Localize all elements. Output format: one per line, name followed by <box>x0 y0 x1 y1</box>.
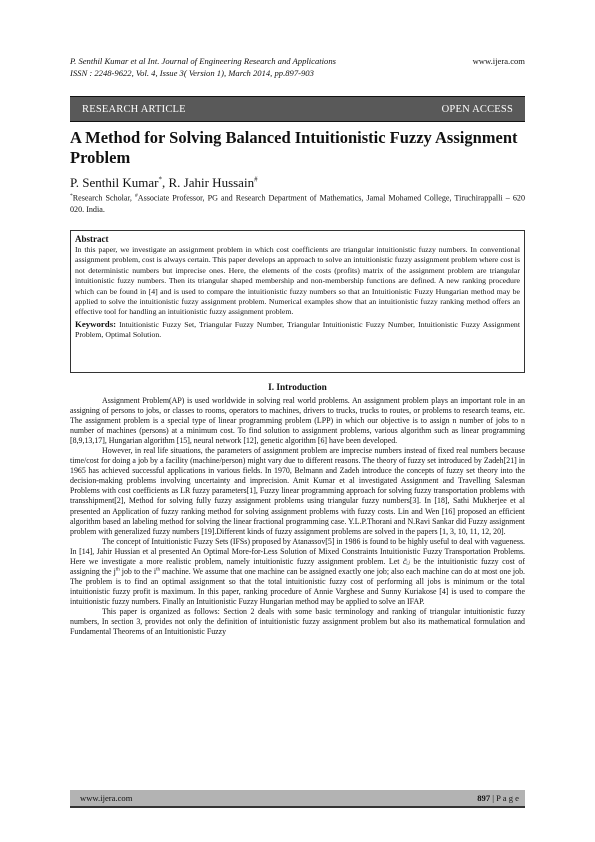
affiliation-text: Associate Professor, PG and Research Department of Mathematics, Jamal Mohamed College, Tiruchirappalli – 620 020. India. <box>70 193 525 214</box>
introduction-body <box>70 396 525 637</box>
affiliation-mark: * <box>70 193 73 199</box>
paragraph-text: The concept of Intuitionistic Fuzzy Sets (IFSs) proposed by Atanassov[5] in 1986 is found to be highly useful to deal with vagueness. In [14], Jahir Hussian et al presented An Optimal More-for-Less Solution of Mixed Constraints Intuitionistic Fuzzy Transportation Problems. Here we investigate a more realistic problem, namely intuitionistic fuzzy assignment problem. Let <box>70 536 525 566</box>
research-article-label: RESEARCH ARTICLE <box>82 103 186 115</box>
paragraph-text: be the intuitionistic fuzzy cost of assigning the j <box>70 556 525 576</box>
affiliation <box>70 191 525 215</box>
paper-title: A Method for Solving Balanced Intuitionistic Fuzzy Assignment Problem <box>70 128 518 167</box>
paragraph: However, in real life situations, the parameters of assignment problem are imprecise numbers instead of fixed real numbers because time/cost for doing a job by a facility (machine/person) might vary due to different reasons. The theory of fuzzy set introduced by Zadeh[21] in 1965 has achieved successful applications in various fields. In 1970, Belmann and Zadeh introduce the concepts of fuzzy set theory into the decision-making problems involving uncertainty and imprecision. Amit Kumar et al investigated Assignment and Travelling Salesman Problems with cost coefficients as LR fuzzy parameters[1], Fuzzy linear programming approach for solving fuzzy transportation problems with transshipment[2], Method for solving fully fuzzy assignment problems using triangular fuzzy numbers[3]. In [18], Sathi Mukherjee et al presented an Application of fuzzy ranking method for solving assignment problems with fuzzy costs. Lin and Wen [16] proposed an efficient algorithm based an labeling method for solving the linear fractional programming case. Y.L.P.Thorani and N.Ravi Sankar did Fuzzy assignment problem with generalized fuzzy numbers [19].Different kinds of fuzzy assignment problems are solved in the papers [1, 3, 10, 11, 12, 20]. <box>70 446 525 536</box>
journal-url[interactable]: www.ijera.com <box>472 56 525 66</box>
open-access-label: OPEN ACCESS <box>441 103 513 115</box>
cost-symbol: c̃ᵢⱼ <box>402 556 410 566</box>
affiliation-mark: # <box>134 193 138 199</box>
keywords <box>75 319 520 341</box>
author-name: R. Jahir Hussain <box>168 175 255 190</box>
paragraph <box>70 537 525 607</box>
keywords-text: Intuitionistic Fuzzy Set, Triangular Fuzzy Number, Triangular Intuitionistic Fuzzy Number, Intuitionistic Fuzzy Assignment Problem, Optimal Solution. <box>75 319 520 340</box>
footer-url[interactable]: www.ijera.com <box>80 793 133 803</box>
page-footer <box>70 790 525 808</box>
journal-citation: P. Senthil Kumar et al Int. Journal of Engineering Research and Applications <box>70 56 336 66</box>
author-list <box>70 175 525 191</box>
paragraph-text: machine. We assume that one machine can be assigned exactly one job; also each machine can do at most one job. The problem is to find an optimal assignment so that the total intuitionistic fuzzy cost of performing all jobs is minimum or the total intuitionistic fuzzy profit is maximum. In this paper, ranking procedure of Annie Varghese and Sunny Kuriakose [4] is used to compare the intuitionistic fuzzy numbers. Finally an Intuitionistic Fuzzy Hungarian method may be applied to solve an IFAP. <box>70 566 525 606</box>
journal-issn: ISSN : 2248-9622, Vol. 4, Issue 3( Version 1), March 2014, pp.897-903 <box>70 68 314 78</box>
page-number <box>477 793 519 803</box>
author-name: P. Senthil Kumar <box>70 175 159 190</box>
abstract-text: In this paper, we investigate an assignment problem in which cost coefficients are triangular intuitionistic fuzzy numbers. In conventional assignment problem, cost is always certain. This paper develops an approach to solve an intuitionistic fuzzy assignment problem where cost is not deterministic numbers but imprecise ones. Here, the elements of the costs (profits) matrix of the assignment problem are triangular intuitionistic fuzzy numbers. Then its triangular shaped membership and non-membership functions are defined. A new ranking procedure which can be found in [4] and is used to compare the intuitionistic fuzzy numbers so that an Intuitionistic Fuzzy Hungarian method may be applied to solve the intuitionistic fuzzy assignment problem. Numerical examples show that an intuitionistic fuzzy ranking method offers an effective tool for handling an intuitionistic fuzzy assignment problem. <box>75 245 520 317</box>
abstract-box <box>70 230 525 373</box>
ordinal-suffix: th <box>156 567 160 573</box>
ordinal-suffix: th <box>115 567 120 573</box>
article-type-banner <box>70 96 525 122</box>
author-mark: # <box>254 175 258 184</box>
section-heading: I. Introduction <box>268 383 327 393</box>
abstract-heading: Abstract <box>75 234 109 244</box>
paragraph: This paper is organized as follows: Section 2 deals with some basic terminology and ranking of triangular intuitionistic fuzzy numbers, In section 3, provides not only the definition of intuitionistic fuzzy assignment problem but also its mathematical formulation and Fundamental Theorems of an Intuitionistic Fuzzy <box>70 606 525 637</box>
page-number-value: 897 <box>477 793 491 803</box>
affiliation-text: Research Scholar, <box>72 193 135 203</box>
keywords-label: Keywords: <box>75 318 117 329</box>
author-mark: * <box>158 175 162 184</box>
paragraph: Assignment Problem(AP) is used worldwide in solving real world problems. An assignment problem plays an important role in an assigning of persons to jobs, or classes to rooms, operators to machines, drivers to trucks, trucks to routes, or problems to research teams, etc. The assignment problem is a special type of linear programming problem (LPP) in which our objective is to assign n number of jobs to n number of machines (persons) at a minimum cost. To find solution to assignment problems, various algorithm such as linear programming [8,9,13,17], Hungarian algorithm [15], neural network [12], genetic algorithm [6] have been developed. <box>70 396 525 446</box>
author-separator: , <box>161 175 169 190</box>
page-label: | P a g e <box>490 793 519 803</box>
paragraph-text: job to the i <box>119 566 157 576</box>
journal-header <box>70 55 525 79</box>
